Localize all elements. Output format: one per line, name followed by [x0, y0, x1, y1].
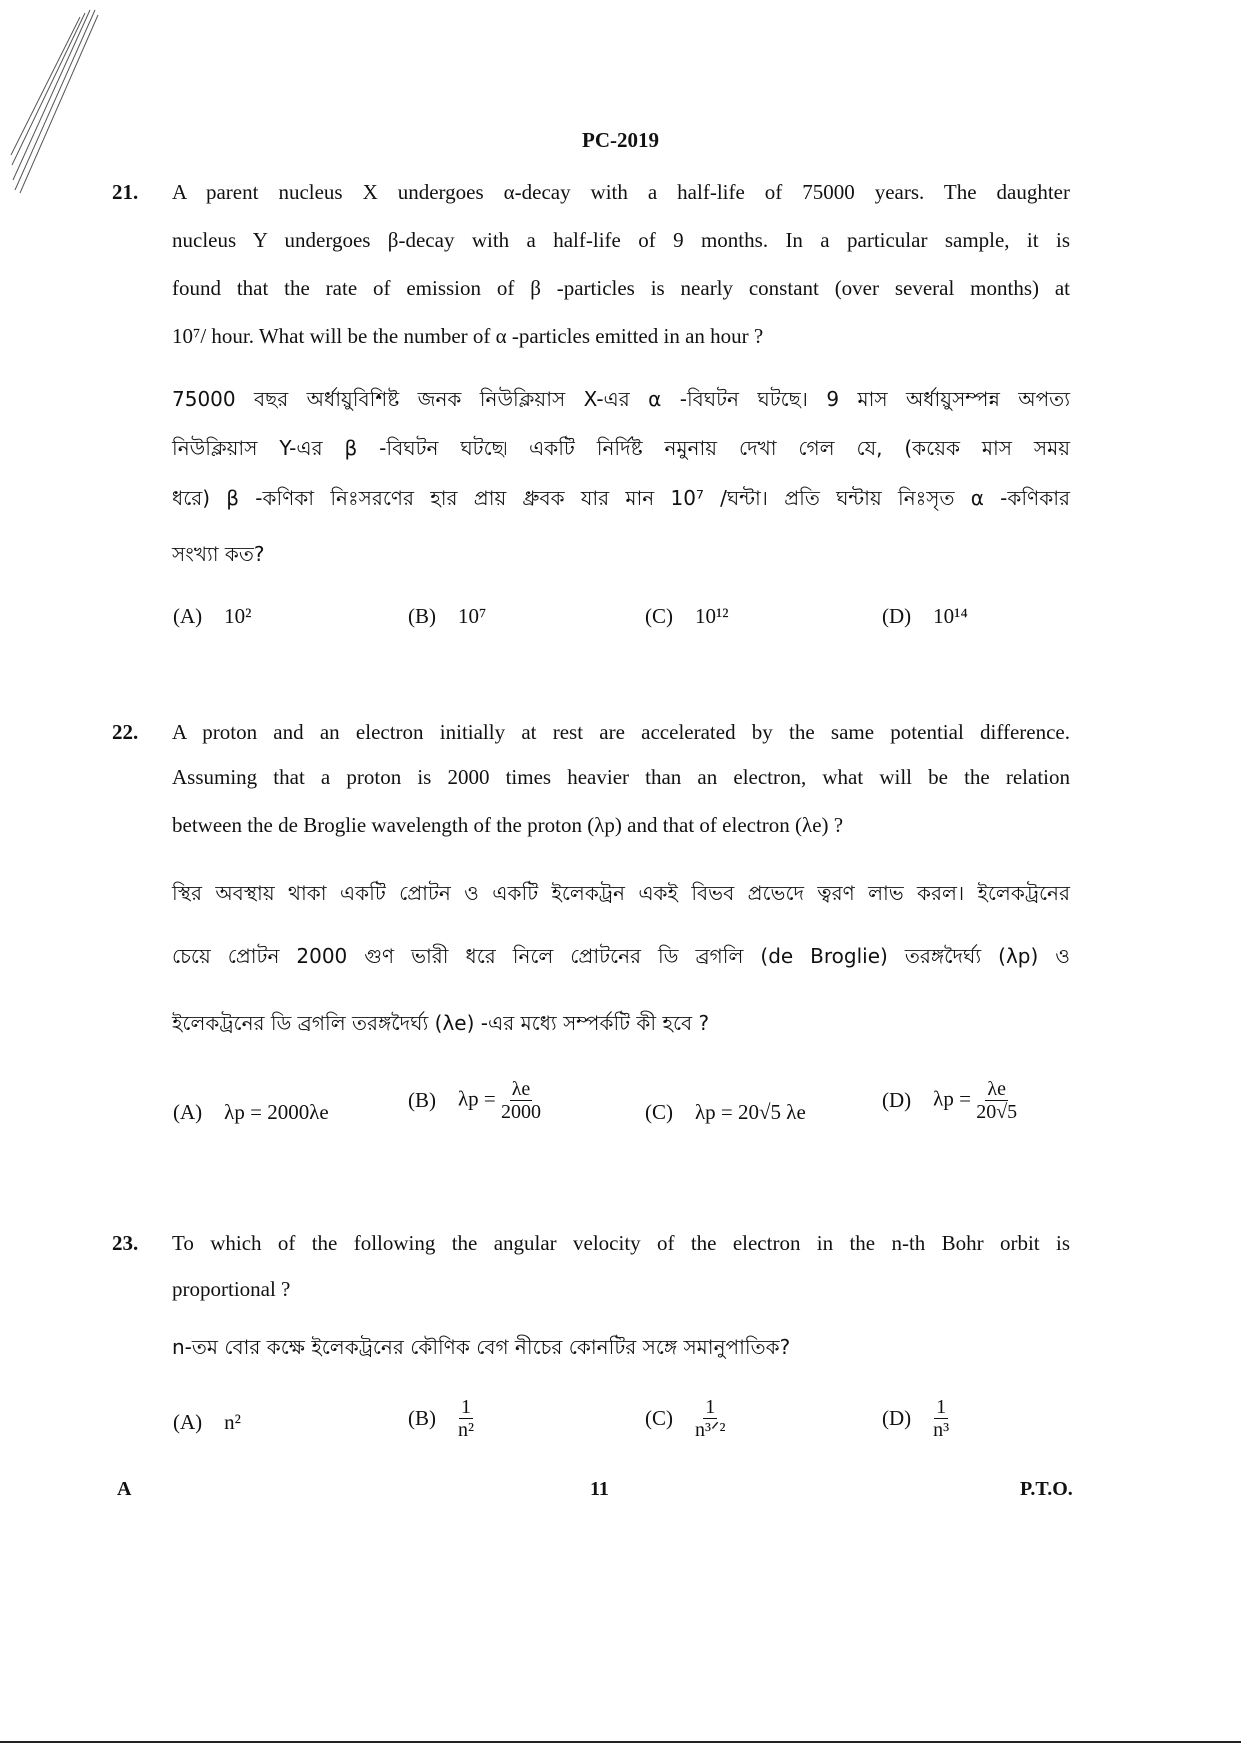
option-value: 10⁷ — [458, 604, 487, 628]
numerator: 1 — [461, 1396, 471, 1418]
option-value: 20√5 λe — [738, 1100, 806, 1124]
denominator: 2000 — [501, 1101, 542, 1123]
question-text-bengali: নিউক্লিয়াস Y-এর β -বিঘটন ঘটছে৷ একটি নির্দিষ্ট নমুনায় দেখা গেল যে, (কয়েক মাস সময় — [172, 436, 1070, 460]
fraction — [501, 1078, 541, 1123]
denominator: 20√5 — [976, 1101, 1018, 1123]
question-text: To which of the following the angular velocity of the electron in the n-th Bohr orbit is — [172, 1231, 1070, 1255]
option-label: (A) — [173, 1100, 203, 1124]
question-text: found that the rate of emission of β -particles is nearly constant (over several months) at — [172, 276, 1070, 300]
fraction — [933, 1396, 949, 1441]
fraction — [976, 1078, 1017, 1123]
question-number: 23. — [112, 1231, 139, 1255]
option-d — [882, 604, 968, 629]
question-text: Assuming that a proton is 2000 times heavier than an electron, what will be the relation — [172, 765, 1070, 789]
question-text: 10⁷/ hour. What will be the number of α -particles emitted in an hour ? — [172, 324, 764, 348]
question-text: A proton and an electron initially at rest are accelerated by the same potential difference. — [172, 720, 1070, 744]
option-label: (D) — [882, 1406, 912, 1430]
option-value: 10¹⁴ — [933, 604, 968, 628]
please-turn-over: P.T.O. — [1020, 1478, 1073, 1500]
option-label: (B) — [408, 1406, 436, 1430]
page-number: 11 — [590, 1478, 609, 1500]
scan-scratch-mark — [10, 5, 100, 195]
numerator: λe — [987, 1078, 1006, 1100]
option-c — [645, 604, 729, 629]
numerator: 1 — [705, 1396, 716, 1418]
option-lhs: λp = — [933, 1086, 971, 1111]
option-lhs: λp = — [224, 1100, 262, 1124]
fraction — [458, 1396, 474, 1441]
option-a — [173, 1410, 241, 1435]
option-value: 2000λe — [267, 1100, 329, 1124]
bottom-rule — [0, 1741, 1241, 1743]
question-text-bengali: চেয়ে প্রোটন 2000 গুণ ভারী ধরে নিলে প্রোটনের ডি ব্রগলি (de Broglie) তরঙ্গদৈর্ঘ্য (λp) ও — [172, 944, 1070, 968]
question-text: between the de Broglie wavelength of the proton (λp) and that of electron (λe) ? — [172, 813, 844, 837]
option-label: (B) — [408, 604, 436, 628]
question-text: A parent nucleus X undergoes α-decay with a half-life of 75000 years. The daughter — [172, 180, 1070, 204]
option-label: (C) — [645, 604, 673, 628]
option-label: (C) — [645, 1100, 673, 1124]
option-a — [173, 604, 251, 629]
option-a — [173, 1100, 329, 1125]
option-c — [645, 1396, 725, 1441]
denominator: n³ᐟ² — [695, 1419, 726, 1441]
question-text-bengali: ইলেকট্রনের ডি ব্রগলি তরঙ্গদৈর্ঘ্য (λe) -এর মধ্যে সম্পর্কটি কী হবে ? — [172, 1011, 710, 1035]
numerator: λe — [511, 1078, 531, 1100]
question-number: 22. — [112, 720, 139, 744]
option-c — [645, 1100, 806, 1125]
question-text-bengali: স্থির অবস্থায় থাকা একটি প্রোটন ও একটি ইলেকট্রন একই বিভব প্রভেদে ত্বরণ লাভ করল। ইলেকট্রনের — [172, 881, 1070, 905]
option-label: (A) — [173, 604, 203, 628]
question-text-bengali: n-তম বোর কক্ষে ইলেকট্রনের কৌণিক বেগ নীচের কোনটির সঙ্গে সমানুপাতিক? — [172, 1335, 791, 1359]
option-value: 10¹² — [695, 604, 729, 628]
option-label: (D) — [882, 1088, 912, 1112]
page-header: PC-2019 — [582, 128, 659, 152]
option-d — [882, 1396, 949, 1441]
option-b — [408, 1396, 474, 1441]
option-d — [882, 1078, 1017, 1123]
question-text: nucleus Y undergoes β-decay with a half-life of 9 months. In a particular sample, it is — [172, 228, 1070, 252]
option-value: 10² — [224, 604, 252, 628]
option-label: (B) — [408, 1088, 436, 1112]
denominator: n³ — [933, 1419, 950, 1441]
option-lhs: λp = — [458, 1086, 496, 1111]
set-code: A — [117, 1478, 132, 1500]
option-label: (D) — [882, 604, 912, 628]
option-value: n² — [224, 1410, 241, 1434]
question-text-bengali: ধরে) β -কণিকা নিঃসরণের হার প্রায় ধ্রুবক যার মান 10⁷ /ঘন্টা। প্রতি ঘন্টায় নিঃসৃত α -কণিকার — [172, 486, 1070, 510]
question-text-bengali: সংখ্যা কত? — [172, 542, 265, 566]
numerator: 1 — [936, 1396, 947, 1418]
option-label: (C) — [645, 1406, 673, 1430]
option-b — [408, 604, 486, 629]
question-number: 21. — [112, 180, 139, 204]
option-label: (A) — [173, 1410, 203, 1434]
option-lhs: λp = — [695, 1100, 733, 1124]
denominator: n² — [458, 1419, 474, 1441]
question-text-bengali: 75000 বছর অর্ধায়ুবিশিষ্ট জনক নিউক্লিয়াস X-এর α -বিঘটন ঘটছে। 9 মাস অর্ধায়ুসম্পন্ন অপত্য — [172, 387, 1070, 411]
question-text: proportional ? — [172, 1277, 291, 1301]
option-b — [408, 1078, 541, 1123]
fraction — [695, 1396, 725, 1441]
